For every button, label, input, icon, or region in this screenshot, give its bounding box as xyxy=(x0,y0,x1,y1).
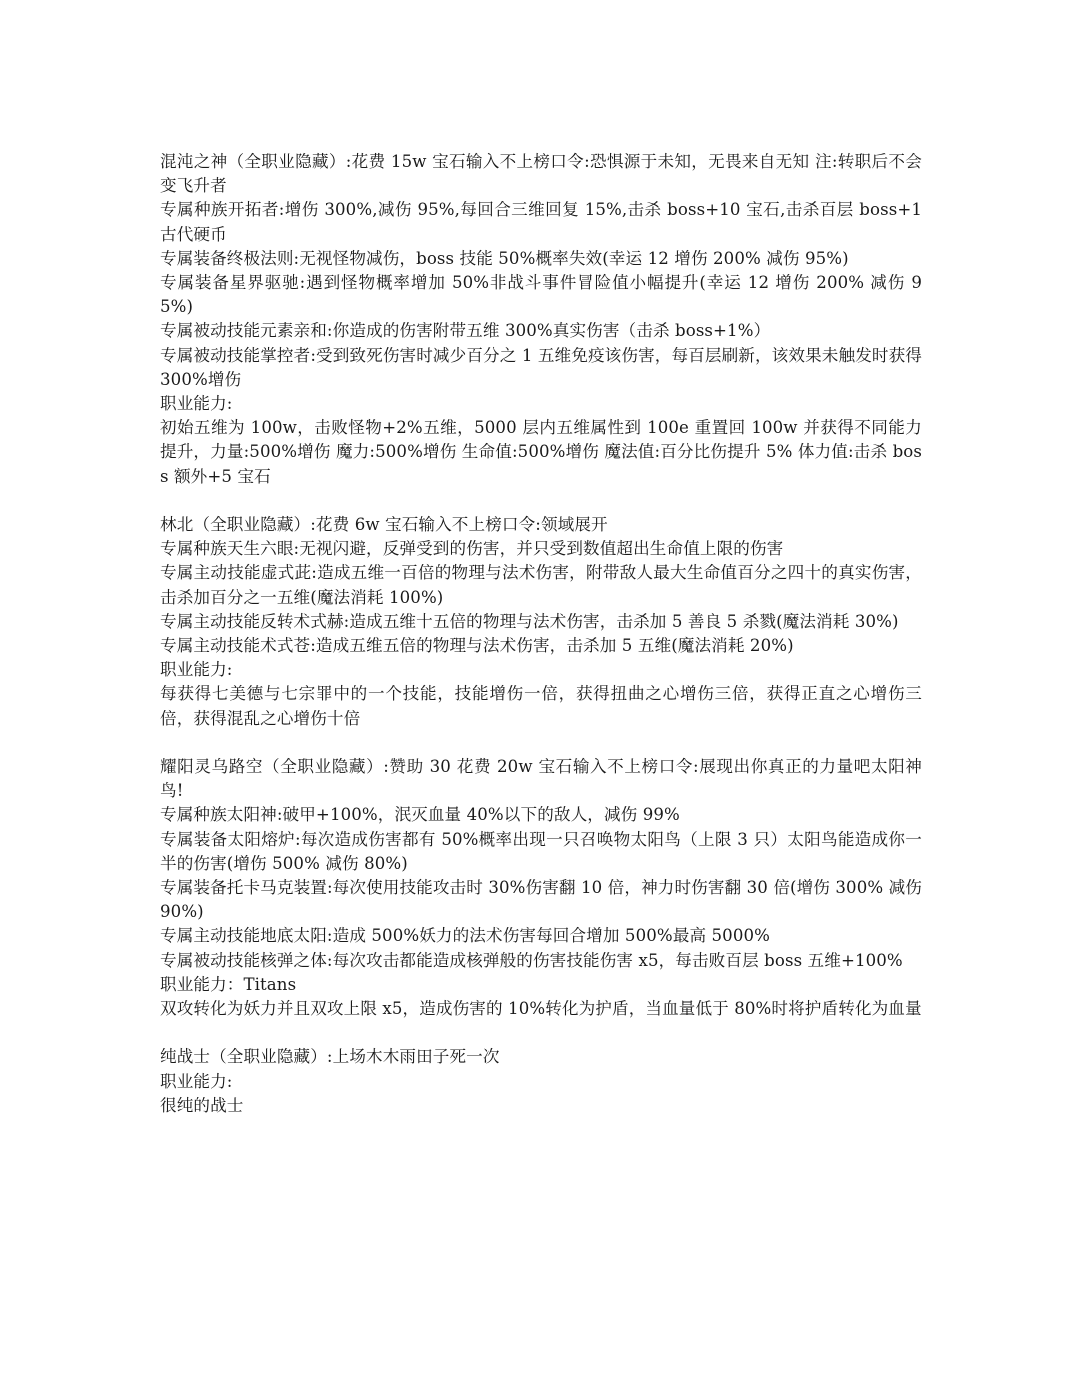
equipment-trait: 专属装备太阳熔炉:每次造成伤害都有 50%概率出现一只召唤物太阳鸟（上限 3 只）太阳鸟能造成你一半的伤害(增伤 500% 减伤 80%) xyxy=(160,829,922,873)
race-trait: 专属种族开拓者:增伤 300%,减伤 95%,每回合三维回复 15%,击杀 boss+10 宝石,击杀百层 boss+1 古代硬币 xyxy=(160,200,922,244)
class-section-chaos-god xyxy=(160,150,922,489)
ability-heading: 职业能力：Titans xyxy=(160,974,297,994)
document-page xyxy=(160,150,922,1118)
passive-skill: 专属被动技能元素亲和:你造成的伤害附带五维 300%真实伤害（击杀 boss+1%） xyxy=(160,321,771,341)
ability-heading: 职业能力: xyxy=(160,660,233,680)
equipment-trait: 专属装备托卡马克装置:每次使用技能攻击时 30%伤害翻 10 倍，神力时伤害翻 30 倍(增伤 300% 减伤 90%) xyxy=(160,878,922,922)
class-title: 混沌之神（全职业隐藏）:花费 15w 宝石输入不上榜口令:恐惧源于未知，无畏来自无知 注:转职后不会变飞升者 xyxy=(160,152,922,196)
ability-heading: 职业能力: xyxy=(160,1071,233,1091)
ability-heading: 职业能力: xyxy=(160,394,233,414)
passive-skill: 专属被动技能核弹之体:每次攻击都能造成核弹般的伤害技能伤害 x5，每击败百层 boss 五维+100% xyxy=(160,950,903,970)
class-section-pure-warrior xyxy=(160,1045,922,1118)
class-title: 耀阳灵乌路空（全职业隐藏）:赞助 30 花费 20w 宝石输入不上榜口令:展现出你真正的力量吧太阳神鸟! xyxy=(160,757,922,801)
passive-skill: 专属被动技能掌控者:受到致死伤害时减少百分之 1 五维免疫该伤害，每百层刷新，该效果未触发时获得 300%增伤 xyxy=(160,345,922,389)
race-trait: 专属种族天生六眼:无视闪避，反弹受到的伤害，并只受到数值超出生命值上限的伤害 xyxy=(160,539,784,559)
active-skill: 专属主动技能反转术式赫:造成五维十五倍的物理与法术伤害，击杀加 5 善良 5 杀戮(魔法消耗 30%) xyxy=(160,611,899,631)
ability-description: 初始五维为 100w，击败怪物+2%五维，5000 层内五维属性到 100e 重置回 100w 并获得不同能力提升，力量:500%增伤 魔力:500%增伤 生命值:500%增伤 魔法值:百分比伤提升 5% 体力值:击杀 boss 额外+5 宝石 xyxy=(160,418,922,486)
equipment-trait: 专属装备星界驱驰:遇到怪物概率增加 50%非战斗事件冒险值小幅提升(幸运 12 增伤 200% 减伤 95%) xyxy=(160,273,922,317)
active-skill: 专属主动技能术式苍:造成五维五倍的物理与法术伤害，击杀加 5 五维(魔法消耗 20%) xyxy=(160,636,794,656)
class-title: 纯战士（全职业隐藏）:上场木木雨田子死一次 xyxy=(160,1047,500,1067)
class-section-sun-crow xyxy=(160,755,922,1021)
class-title: 林北（全职业隐藏）:花费 6w 宝石输入不上榜口令:领域展开 xyxy=(160,515,608,535)
ability-description: 双攻转化为妖力并且双攻上限 x5，造成伤害的 10%转化为护盾，当血量低于 80%时将护盾转化为血量 xyxy=(160,999,922,1019)
ability-description: 每获得七美德与七宗罪中的一个技能，技能增伤一倍，获得扭曲之心增伤三倍，获得正直之心增伤三倍，获得混乱之心增伤十倍 xyxy=(160,684,922,728)
race-trait: 专属种族太阳神:破甲+100%，泯灭血量 40%以下的敌人，减伤 99% xyxy=(160,805,680,825)
active-skill: 专属主动技能地底太阳:造成 500%妖力的法术伤害每回合增加 500%最高 5000% xyxy=(160,926,771,946)
ability-description: 很纯的战士 xyxy=(160,1095,244,1115)
equipment-trait: 专属装备终极法则:无视怪物减伤，boss 技能 50%概率失效(幸运 12 增伤 200% 减伤 95%) xyxy=(160,248,849,268)
active-skill: 专属主动技能虚式茈:造成五维一百倍的物理与法术伤害，附带敌人最大生命值百分之四十的真实伤害，击杀加百分之一五维(魔法消耗 100%) xyxy=(160,563,922,607)
class-section-linbei xyxy=(160,513,922,731)
